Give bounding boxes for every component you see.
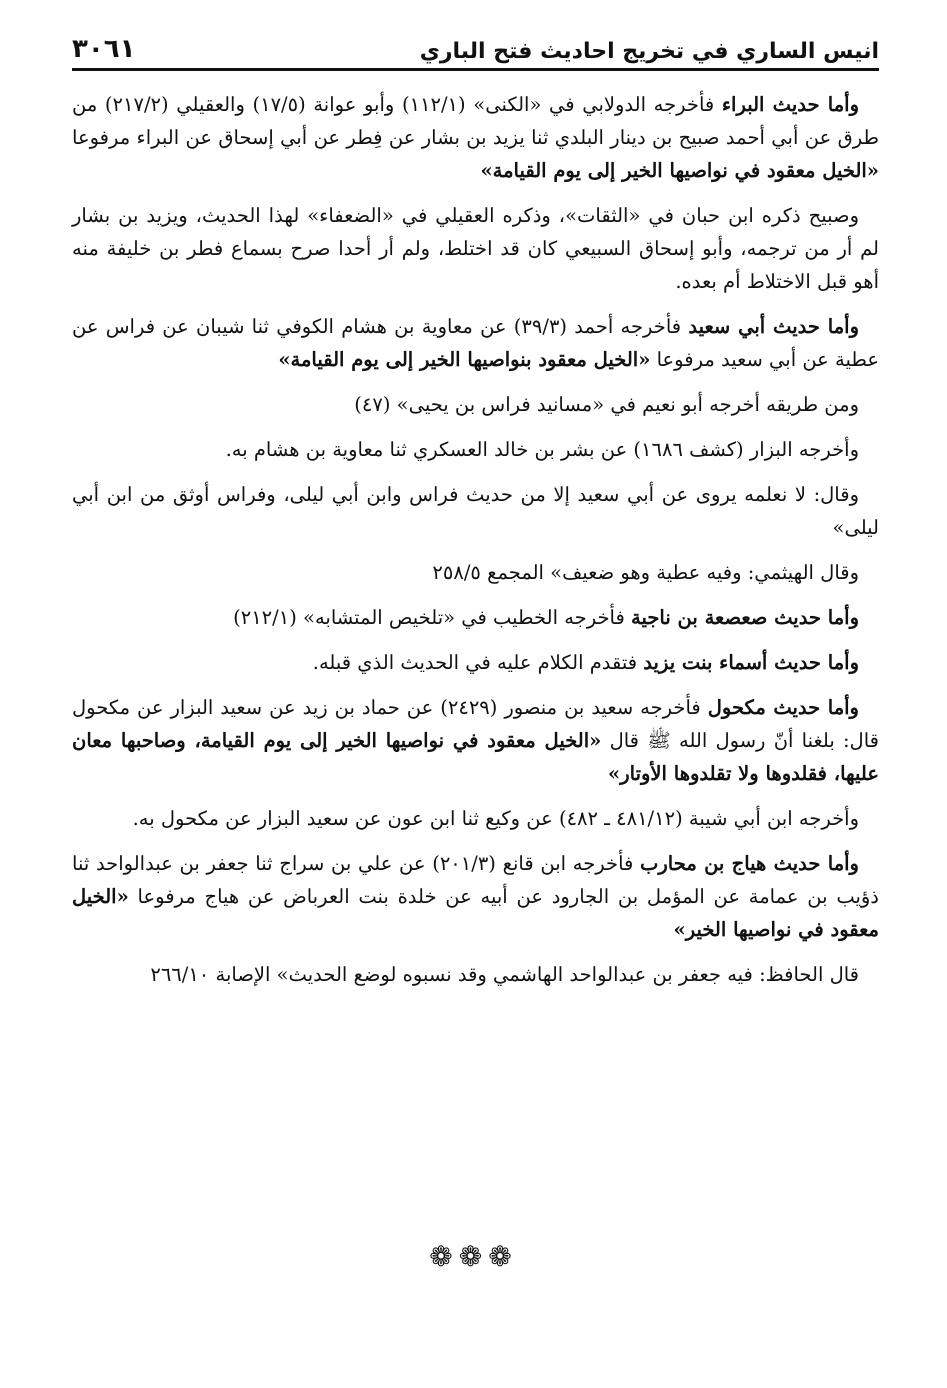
body-paragraph (72, 310, 879, 376)
text-run: فأخرجه الخطيب في «تلخيص المتشابه» (٢١٢/١) (233, 606, 631, 629)
body-paragraph (72, 388, 879, 421)
body-paragraph (72, 847, 879, 946)
text-run: وصبيح ذكره ابن حبان في «الثقات»، وذكره العقيلي في «الضعفاء» لهذا الحديث، ويزيد بن بشار لم أر من ترجمه، وأبو إسحاق السبيعي كان قد اختلط، ولم أر أحدا صرح بسماع فطر بن خليفة منه أهو قبل الاختلاط أم بعده. (72, 204, 879, 293)
bold-text: وأما حديث البراء (721, 93, 859, 116)
bold-text: «الخيل معقود في نواصيها الخير» (72, 885, 879, 941)
body-paragraph (72, 646, 879, 679)
text-run: قال الحافظ: فيه جعفر بن عبدالواحد الهاشمي وقد نسبوه لوضع الحديث» الإصابة ٢٦٦/١٠ (150, 963, 859, 986)
page-body (72, 88, 879, 1003)
bold-text: «الخيل معقود في نواصيها الخير إلى يوم القيامة، وصاحبها معان عليها، فقلدوها ولا تقلدوها الأوتار» (72, 729, 879, 785)
body-paragraph (72, 556, 879, 589)
body-paragraph (72, 433, 879, 466)
running-title: انيس الساري في تخريج احاديث فتح الباري (419, 39, 879, 64)
page-number: ٣٠٦١ (72, 34, 136, 64)
text-run: وأخرجه ابن أبي شيبة (٤٨١/١٢ ـ ٤٨٢) عن وكيع ثنا ابن عون عن سعيد البزار عن مكحول به. (132, 807, 859, 830)
bold-text: «الخيل معقود بنواصيها الخير إلى يوم القيامة» (278, 348, 651, 371)
body-paragraph (72, 199, 879, 298)
text-run: فأخرجه سعيد بن منصور (٢٤٢٩) عن حماد بن زيد عن سعيد البزار عن مكحول قال: بلغنا أنّ رسول الله ﷺ قال (72, 696, 879, 752)
bold-text: «الخيل معقود في نواصيها الخير إلى يوم القيامة» (480, 159, 879, 182)
body-paragraph (72, 802, 879, 835)
body-paragraph (72, 478, 879, 544)
page-header (72, 22, 879, 71)
text-run: وقال: لا نعلمه يروى عن أبي سعيد إلا من حديث فراس وابن أبي ليلى، وفراس أوثق من ابن أبي ليلى» (72, 483, 879, 539)
text-run: ومن طريقه أخرجه أبو نعيم في «مسانيد فراس بن يحيى» (٤٧) (354, 393, 859, 416)
text-run: وأخرجه البزار (كشف ١٦٨٦) عن بشر بن خالد العسكري ثنا معاوية بن هشام به. (225, 438, 859, 461)
body-paragraph (72, 958, 879, 991)
bold-text: وأما حديث هياج بن محارب (640, 852, 859, 875)
ornament-divider: ❁❁❁ (429, 1240, 518, 1273)
text-run: فأخرجه الدولابي في «الكنى» (١١٢/١) وأبو عوانة (١٧/٥) والعقيلي (٢١٧/٢) من طرق عن أبي أحمد صبيح بن دينار البلدي ثنا يزيد بن بشار عن فِطر عن أبي إسحاق عن البراء مرفوعا (72, 93, 879, 149)
bold-text: وأما حديث أسماء بنت يزيد (643, 651, 859, 674)
bold-text: وأما حديث صعصعة بن ناجية (630, 606, 859, 629)
body-paragraph (72, 691, 879, 790)
text-run: فتقدم الكلام عليه في الحديث الذي قبله. (312, 651, 644, 674)
text-run: فأخرجه أحمد (٣٩/٣) عن معاوية بن هشام الكوفي ثنا شيبان عن فراس عن عطية عن أبي سعيد مرفوعا (72, 315, 879, 371)
text-run: وقال الهيثمي: وفيه عطية وهو ضعيف» المجمع ٢٥٨/٥ (432, 561, 859, 584)
bold-text: وأما حديث مكحول (707, 696, 859, 719)
text-run: فأخرجه ابن قانع (٢٠١/٣) عن علي بن سراج ثنا جعفر بن عبدالواحد ثنا ذؤيب بن عمامة عن المؤمل بن الجارود عن أبيه عن خلدة بنت العرباض عن هياج مرفوعا (72, 852, 879, 908)
body-paragraph (72, 88, 879, 187)
body-paragraph (72, 601, 879, 634)
bold-text: وأما حديث أبي سعيد (688, 315, 859, 338)
